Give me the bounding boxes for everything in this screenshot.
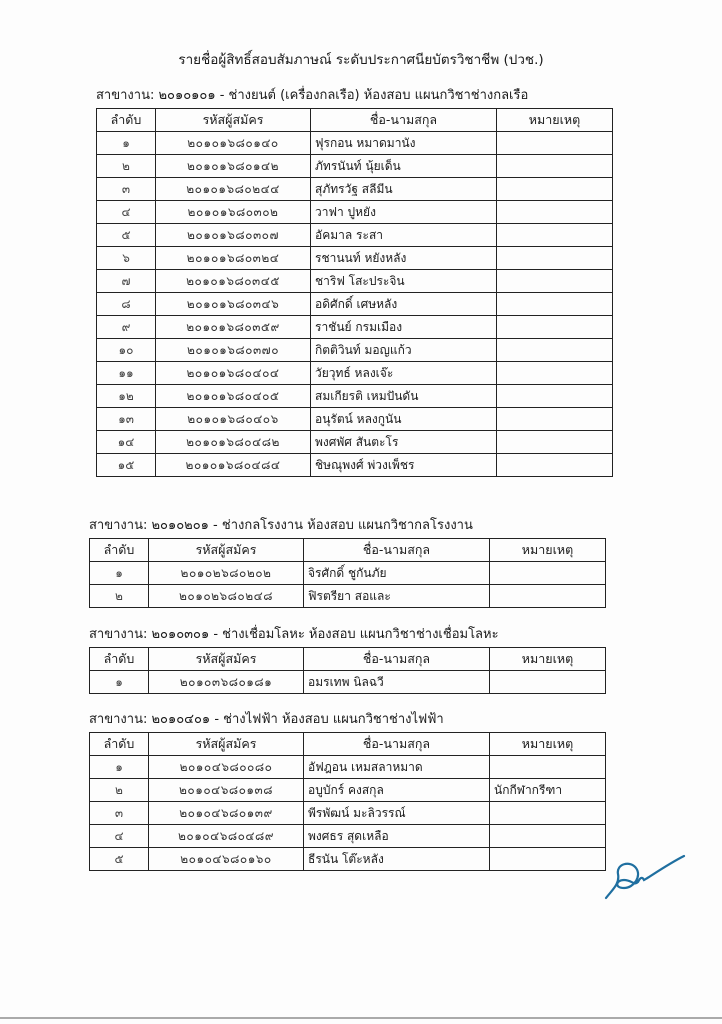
section-electrical xyxy=(89,710,606,871)
applicant-id-cell: ๒๐๑๐๑๖๘๐๓๔๖ xyxy=(156,293,311,316)
remark-cell xyxy=(490,562,606,585)
full-name-cell: สมเกียรติ เหมปันดัน xyxy=(311,385,497,408)
section-heading: สาขางาน: ๒๐๑๐๓๐๑ - ช่างเชื่อมโลหะ ห้องสอบ แผนกวิชาช่างเชื่อมโลหะ xyxy=(89,627,499,642)
table-row xyxy=(97,293,613,316)
remark-cell xyxy=(497,132,613,155)
table-row xyxy=(97,178,613,201)
remark-cell xyxy=(497,362,613,385)
applicant-id-cell: ๒๐๑๐๑๖๘๐๔๐๕ xyxy=(156,385,311,408)
full-name-cell: อัฟฎอน เหมสลาหมาด xyxy=(304,756,490,779)
order-cell: ๙ xyxy=(97,316,156,339)
col-order-header: ลำดับ xyxy=(90,733,149,756)
order-cell: ๔ xyxy=(97,201,156,224)
table-row xyxy=(97,339,613,362)
col-remark-header: หมายเหตุ xyxy=(490,733,606,756)
order-cell: ๕ xyxy=(90,848,149,871)
full-name-cell: พงศพัศ สันตะโร xyxy=(311,431,497,454)
section-heading: สาขางาน: ๒๐๑๐๒๐๑ - ช่างกลโรงงาน ห้องสอบ แผนกวิชากลโรงงาน xyxy=(89,518,473,533)
order-cell: ๑๔ xyxy=(97,431,156,454)
applicant-id-cell: ๒๐๑๐๔๖๘๐๐๘๐ xyxy=(149,756,304,779)
col-applicant-id-header: รหัสผู้สมัคร xyxy=(156,109,311,132)
applicant-id-cell: ๒๐๑๐๔๖๘๐๑๖๐ xyxy=(149,848,304,871)
table-row xyxy=(90,779,606,802)
applicant-id-cell: ๒๐๑๐๑๖๘๐๓๒๔ xyxy=(156,247,311,270)
col-full-name-header: ชื่อ-นามสกุล xyxy=(304,733,490,756)
table-header-row xyxy=(90,539,606,562)
section-welding xyxy=(89,625,606,694)
section-marine-mechanic xyxy=(96,86,613,477)
applicant-id-cell: ๒๐๑๐๑๖๘๐๒๔๔ xyxy=(156,178,311,201)
remark-cell xyxy=(497,293,613,316)
full-name-cell: สุภัทรวัฐ สลีมีน xyxy=(311,178,497,201)
full-name-cell: อัคมาล ระสา xyxy=(311,224,497,247)
applicant-id-cell: ๒๐๑๐๓๖๘๐๑๘๑ xyxy=(149,671,304,694)
remark-cell xyxy=(497,431,613,454)
table-row xyxy=(97,316,613,339)
order-cell: ๑ xyxy=(90,562,149,585)
applicant-id-cell: ๒๐๑๐๑๖๘๐๓๕๙ xyxy=(156,316,311,339)
table-row xyxy=(97,408,613,431)
order-cell: ๕ xyxy=(97,224,156,247)
applicant-id-cell: ๒๐๑๐๒๖๘๐๒๔๘ xyxy=(149,585,304,608)
page-bottom-edge xyxy=(0,1017,722,1019)
remark-cell xyxy=(490,756,606,779)
table-row xyxy=(90,585,606,608)
col-remark-header: หมายเหตุ xyxy=(490,539,606,562)
full-name-cell: ชาริฟ โสะประจิน xyxy=(311,270,497,293)
section-heading: สาขางาน: ๒๐๑๐๔๐๑ - ช่างไฟฟ้า ห้องสอบ แผนกวิชาช่างไฟฟ้า xyxy=(89,712,444,727)
section-machine-shop xyxy=(89,516,606,608)
table-row xyxy=(90,802,606,825)
remark-cell xyxy=(497,201,613,224)
remark-cell xyxy=(497,247,613,270)
full-name-cell: ธีรนัน โต๊ะหลัง xyxy=(304,848,490,871)
applicant-id-cell: ๒๐๑๐๑๖๘๐๔๘๒ xyxy=(156,431,311,454)
remark-cell xyxy=(497,408,613,431)
applicant-id-cell: ๒๐๑๐๑๖๘๐๔๘๔ xyxy=(156,454,311,477)
table-row xyxy=(97,224,613,247)
order-cell: ๓ xyxy=(97,178,156,201)
col-remark-header: หมายเหตุ xyxy=(490,648,606,671)
full-name-cell: วัยวุทธ์ หลงเจ๊ะ xyxy=(311,362,497,385)
applicant-id-cell: ๒๐๑๐๑๖๘๐๓๐๗ xyxy=(156,224,311,247)
col-order-header: ลำดับ xyxy=(97,109,156,132)
remark-cell xyxy=(490,802,606,825)
col-full-name-header: ชื่อ-นามสกุล xyxy=(304,648,490,671)
table-row xyxy=(97,201,613,224)
applicant-id-cell: ๒๐๑๐๑๖๘๐๔๐๔ xyxy=(156,362,311,385)
table-header-row xyxy=(90,733,606,756)
table-header-row xyxy=(90,648,606,671)
candidate-table xyxy=(96,108,613,477)
order-cell: ๘ xyxy=(97,293,156,316)
full-name-cell: ราชันย์ กรมเมือง xyxy=(311,316,497,339)
full-name-cell: พงศธร สุดเหลือ xyxy=(304,825,490,848)
order-cell: ๑๑ xyxy=(97,362,156,385)
col-order-header: ลำดับ xyxy=(90,648,149,671)
remark-cell xyxy=(497,224,613,247)
remark-cell xyxy=(490,825,606,848)
col-applicant-id-header: รหัสผู้สมัคร xyxy=(149,733,304,756)
applicant-id-cell: ๒๐๑๐๑๖๘๐๓๔๕ xyxy=(156,270,311,293)
section-heading: สาขางาน: ๒๐๑๐๑๐๑ - ช่างยนต์ (เครื่องกลเรือ) ห้องสอบ แผนกวิชาช่างกลเรือ xyxy=(96,88,529,103)
order-cell: ๖ xyxy=(97,247,156,270)
full-name-cell: ชิษณุพงศ์ พ่วงเพ็ชร xyxy=(311,454,497,477)
remark-cell: นักกีฬากรีฑา xyxy=(490,779,606,802)
table-row xyxy=(90,562,606,585)
table-row xyxy=(90,848,606,871)
full-name-cell: อมรเทพ นิลฉวี xyxy=(304,671,490,694)
document-title: รายชื่อผู้สิทธิ์สอบสัมภาษณ์ ระดับประกาศนียบัตรวิชาชีพ (ปวช.) xyxy=(178,52,544,68)
full-name-cell: ภัทรนันท์ นุ้ยเด็น xyxy=(311,155,497,178)
remark-cell xyxy=(497,155,613,178)
remark-cell xyxy=(497,270,613,293)
applicant-id-cell: ๒๐๑๐๑๖๘๐๔๐๖ xyxy=(156,408,311,431)
applicant-id-cell: ๒๐๑๐๔๖๘๐๔๘๙ xyxy=(149,825,304,848)
table-row xyxy=(90,671,606,694)
order-cell: ๑ xyxy=(90,671,149,694)
remark-cell xyxy=(497,178,613,201)
applicant-id-cell: ๒๐๑๐๒๖๘๐๒๐๒ xyxy=(149,562,304,585)
col-applicant-id-header: รหัสผู้สมัคร xyxy=(149,648,304,671)
table-row xyxy=(97,431,613,454)
order-cell: ๑๐ xyxy=(97,339,156,362)
signature-icon xyxy=(598,850,688,910)
remark-cell xyxy=(490,585,606,608)
remark-cell xyxy=(497,316,613,339)
order-cell: ๑ xyxy=(97,132,156,155)
order-cell: ๒ xyxy=(97,155,156,178)
remark-cell xyxy=(497,454,613,477)
full-name-cell: อบูบักร์ คงสกุล xyxy=(304,779,490,802)
order-cell: ๓ xyxy=(90,802,149,825)
order-cell: ๑ xyxy=(90,756,149,779)
remark-cell xyxy=(490,848,606,871)
full-name-cell: อนุรัตน์ หลงกูนัน xyxy=(311,408,497,431)
col-applicant-id-header: รหัสผู้สมัคร xyxy=(149,539,304,562)
order-cell: ๑๒ xyxy=(97,385,156,408)
remark-cell xyxy=(497,385,613,408)
applicant-id-cell: ๒๐๑๐๑๖๘๐๑๔๒ xyxy=(156,155,311,178)
full-name-cell: พีรพัฒน์ มะลิวรรณ์ xyxy=(304,802,490,825)
col-full-name-header: ชื่อ-นามสกุล xyxy=(311,109,497,132)
candidate-table xyxy=(89,732,606,871)
table-row xyxy=(97,155,613,178)
full-name-cell: ฟิรตรียา สอและ xyxy=(304,585,490,608)
full-name-cell: วาฟา ปูหยัง xyxy=(311,201,497,224)
table-row xyxy=(97,270,613,293)
full-name-cell: ฟุรกอน หมาดมานัง xyxy=(311,132,497,155)
candidate-table xyxy=(89,538,606,608)
order-cell: ๒ xyxy=(90,585,149,608)
table-row xyxy=(97,362,613,385)
candidate-table xyxy=(89,647,606,694)
applicant-id-cell: ๒๐๑๐๔๖๘๐๑๓๘ xyxy=(149,779,304,802)
remark-cell xyxy=(497,339,613,362)
order-cell: ๒ xyxy=(90,779,149,802)
full-name-cell: จิรศักดิ์ ชูกันภัย xyxy=(304,562,490,585)
order-cell: ๑๕ xyxy=(97,454,156,477)
applicant-id-cell: ๒๐๑๐๔๖๘๐๑๓๙ xyxy=(149,802,304,825)
applicant-id-cell: ๒๐๑๐๑๖๘๐๓๗๐ xyxy=(156,339,311,362)
table-row xyxy=(97,247,613,270)
table-row xyxy=(90,825,606,848)
applicant-id-cell: ๒๐๑๐๑๖๘๐๓๐๒ xyxy=(156,201,311,224)
order-cell: ๗ xyxy=(97,270,156,293)
table-row xyxy=(97,132,613,155)
applicant-id-cell: ๒๐๑๐๑๖๘๐๑๔๐ xyxy=(156,132,311,155)
full-name-cell: อดิศักดิ์ เศษหลัง xyxy=(311,293,497,316)
full-name-cell: รชานนท์ หยังหลัง xyxy=(311,247,497,270)
table-row xyxy=(90,756,606,779)
table-row xyxy=(97,385,613,408)
order-cell: ๑๓ xyxy=(97,408,156,431)
col-order-header: ลำดับ xyxy=(90,539,149,562)
col-remark-header: หมายเหตุ xyxy=(497,109,613,132)
table-header-row xyxy=(97,109,613,132)
table-row xyxy=(97,454,613,477)
remark-cell xyxy=(490,671,606,694)
order-cell: ๔ xyxy=(90,825,149,848)
full-name-cell: กิตติวินท์ มอญแก้ว xyxy=(311,339,497,362)
col-full-name-header: ชื่อ-นามสกุล xyxy=(304,539,490,562)
